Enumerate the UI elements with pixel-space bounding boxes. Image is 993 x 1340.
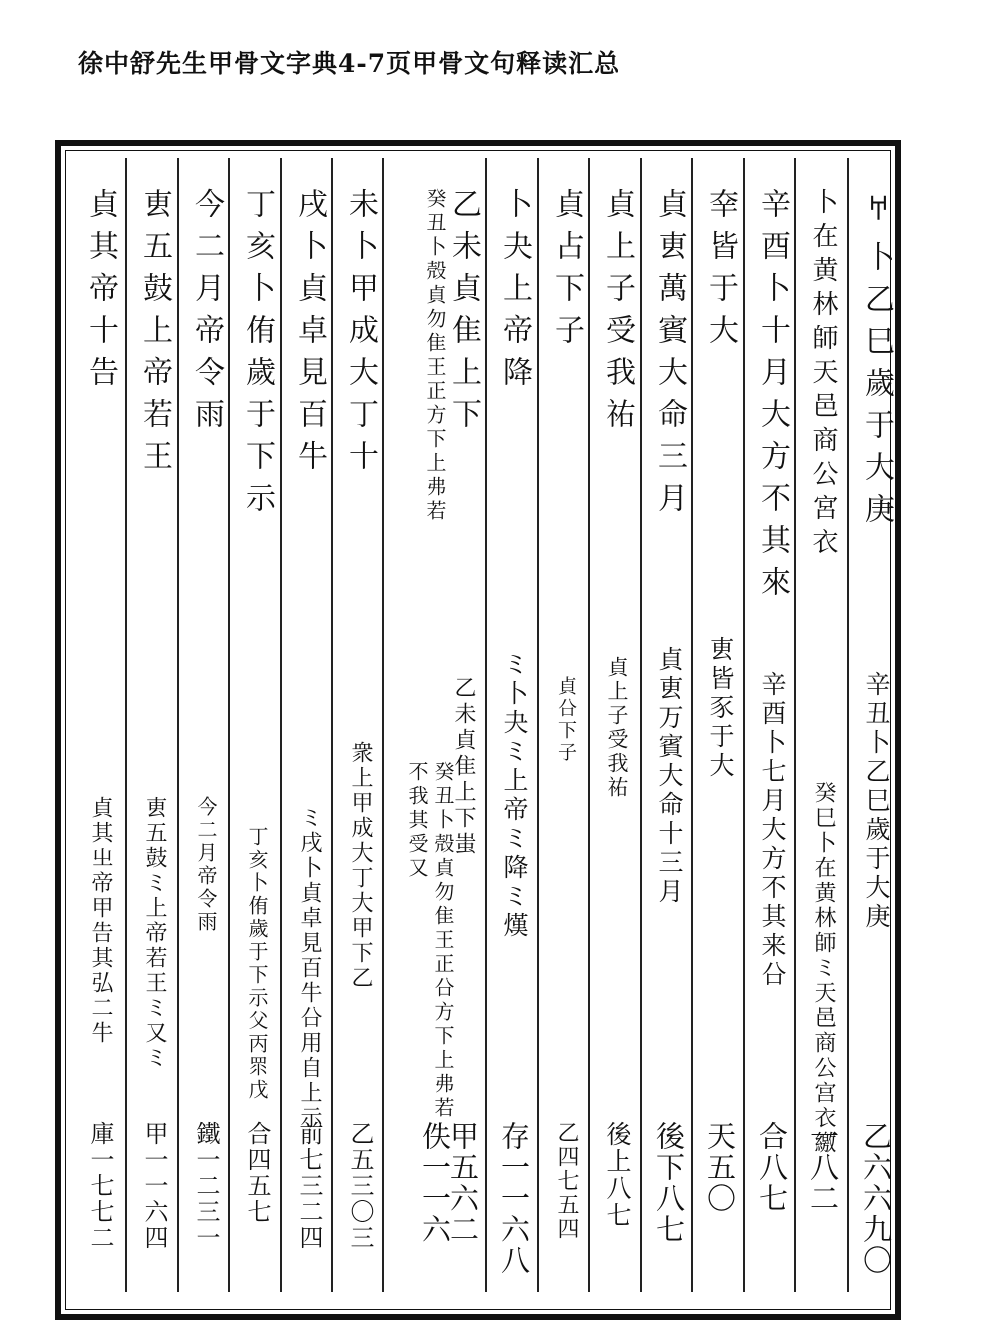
- transcription: 叀皆豕于大: [706, 636, 735, 781]
- entry-column: [386, 146, 482, 1314]
- entry-column: [851, 146, 901, 1314]
- entry-column: [489, 146, 539, 1314]
- source-reference: 天五〇: [703, 1121, 737, 1214]
- oracle-glyphs: 叀五鼓上帝若王: [137, 188, 172, 482]
- oracle-glyphs: 癸丑卜殻貞勿隹王正方下上弗若: [423, 188, 447, 524]
- source-reference: 後上八七: [603, 1121, 632, 1229]
- transcription: 衆上甲成大丁大甲下乙: [348, 741, 373, 991]
- oracle-glyphs: 卜在黄林師天邑商公宮衣: [808, 188, 838, 562]
- entry-column: [75, 146, 125, 1314]
- oracle-glyphs: 貞叀萬賓大命三月: [652, 188, 687, 524]
- transcription: ミ戌卜貞卓見百牛㕣用自上示: [297, 806, 322, 1131]
- source-reference: 乙五三〇三: [346, 1121, 374, 1251]
- transcription: 辛丑卜乙巳歲于大庚: [862, 671, 891, 932]
- entry-column: [181, 146, 231, 1314]
- oracle-glyphs: 卜夬上帝降: [497, 188, 532, 398]
- oracle-glyphs: 未卜甲成大丁十: [343, 188, 378, 482]
- transcription: 叀五鼓ミ上帝若王ミ又ミ: [142, 796, 167, 1071]
- oracle-glyphs: 貞其帝十告: [83, 188, 118, 398]
- transcription: 貞㕣下子: [555, 676, 577, 764]
- source-reference: 甲一一六四: [140, 1121, 168, 1251]
- entry-column: [232, 146, 282, 1314]
- source-reference: 合四五七: [243, 1121, 271, 1225]
- source-reference: 庫一七七二: [86, 1121, 114, 1251]
- source-reference: 一八二: [806, 1121, 840, 1214]
- transcription: 貞叀万賓大命十三月: [655, 646, 684, 907]
- oracle-glyphs: 今二月帝令雨: [189, 188, 224, 440]
- transcription: 今二月帝令雨: [194, 796, 218, 934]
- entry-column: [284, 146, 334, 1314]
- document-frame: [55, 140, 901, 1320]
- transcription: 癸巳卜在黄林師ミ天邑商公宫衣繳: [811, 781, 836, 1156]
- oracle-glyphs: 貞上子受我祐: [600, 188, 635, 440]
- transcription: ミ卜夬ミ上帝ミ降ミ熯: [500, 651, 529, 941]
- entry-column: [747, 146, 797, 1314]
- transcription: 丁亥卜侑歲于下示父丙眔戊: [245, 826, 269, 1102]
- transcription: 貞其㞢帝甲告其弘二牛: [88, 796, 113, 1046]
- oracle-glyphs: 丁亥卜侑歲于下示: [240, 188, 275, 524]
- source-reference: 乙四七五四: [554, 1121, 579, 1241]
- transcription: 乙未貞隹上下蚩: [451, 676, 476, 858]
- source-reference: 甲五六二: [446, 1121, 480, 1245]
- source-reference: 後下八七: [652, 1121, 686, 1245]
- entry-column: [335, 146, 385, 1314]
- transcription: 辛酉卜七月大方不其来㕣: [758, 671, 787, 990]
- source-reference: 合八七: [755, 1121, 789, 1214]
- entry-column: [644, 146, 694, 1314]
- oracle-glyphs: 貞占下子: [549, 188, 584, 356]
- oracle-glyphs: 𐀀卜乙巳歲于大庚: [859, 188, 894, 535]
- page-title: 徐中舒先生甲骨文字典4-7页甲骨文句释读汇总: [78, 49, 621, 78]
- oracle-glyphs: 乙未貞隹上下: [446, 188, 481, 440]
- source-reference: 佚一一六: [418, 1121, 452, 1245]
- source-reference: 前七三二四: [295, 1121, 323, 1251]
- entry-column: [592, 146, 642, 1314]
- source-reference: 鐵一二三一: [192, 1121, 220, 1251]
- source-reference: 存一一六八: [497, 1121, 531, 1276]
- column-divider: [125, 158, 127, 1292]
- transcription: 貞上子受我祐: [605, 656, 629, 800]
- oracle-glyphs: 辛酉卜十月大方不其來: [755, 188, 790, 608]
- source-reference: 乙六六九〇: [859, 1121, 893, 1276]
- transcription-continued: 不我其受又: [405, 761, 429, 881]
- transcription: 癸丑卜殻貞勿隹王正㕣方下上弗若: [431, 761, 455, 1121]
- entry-column: [129, 146, 179, 1314]
- oracle-glyphs: 戌卜貞卓見百牛: [292, 188, 327, 482]
- entry-column: [541, 146, 591, 1314]
- entry-column: [798, 146, 848, 1314]
- oracle-glyphs: 㚔皆于大: [703, 188, 738, 356]
- entry-column: [695, 146, 745, 1314]
